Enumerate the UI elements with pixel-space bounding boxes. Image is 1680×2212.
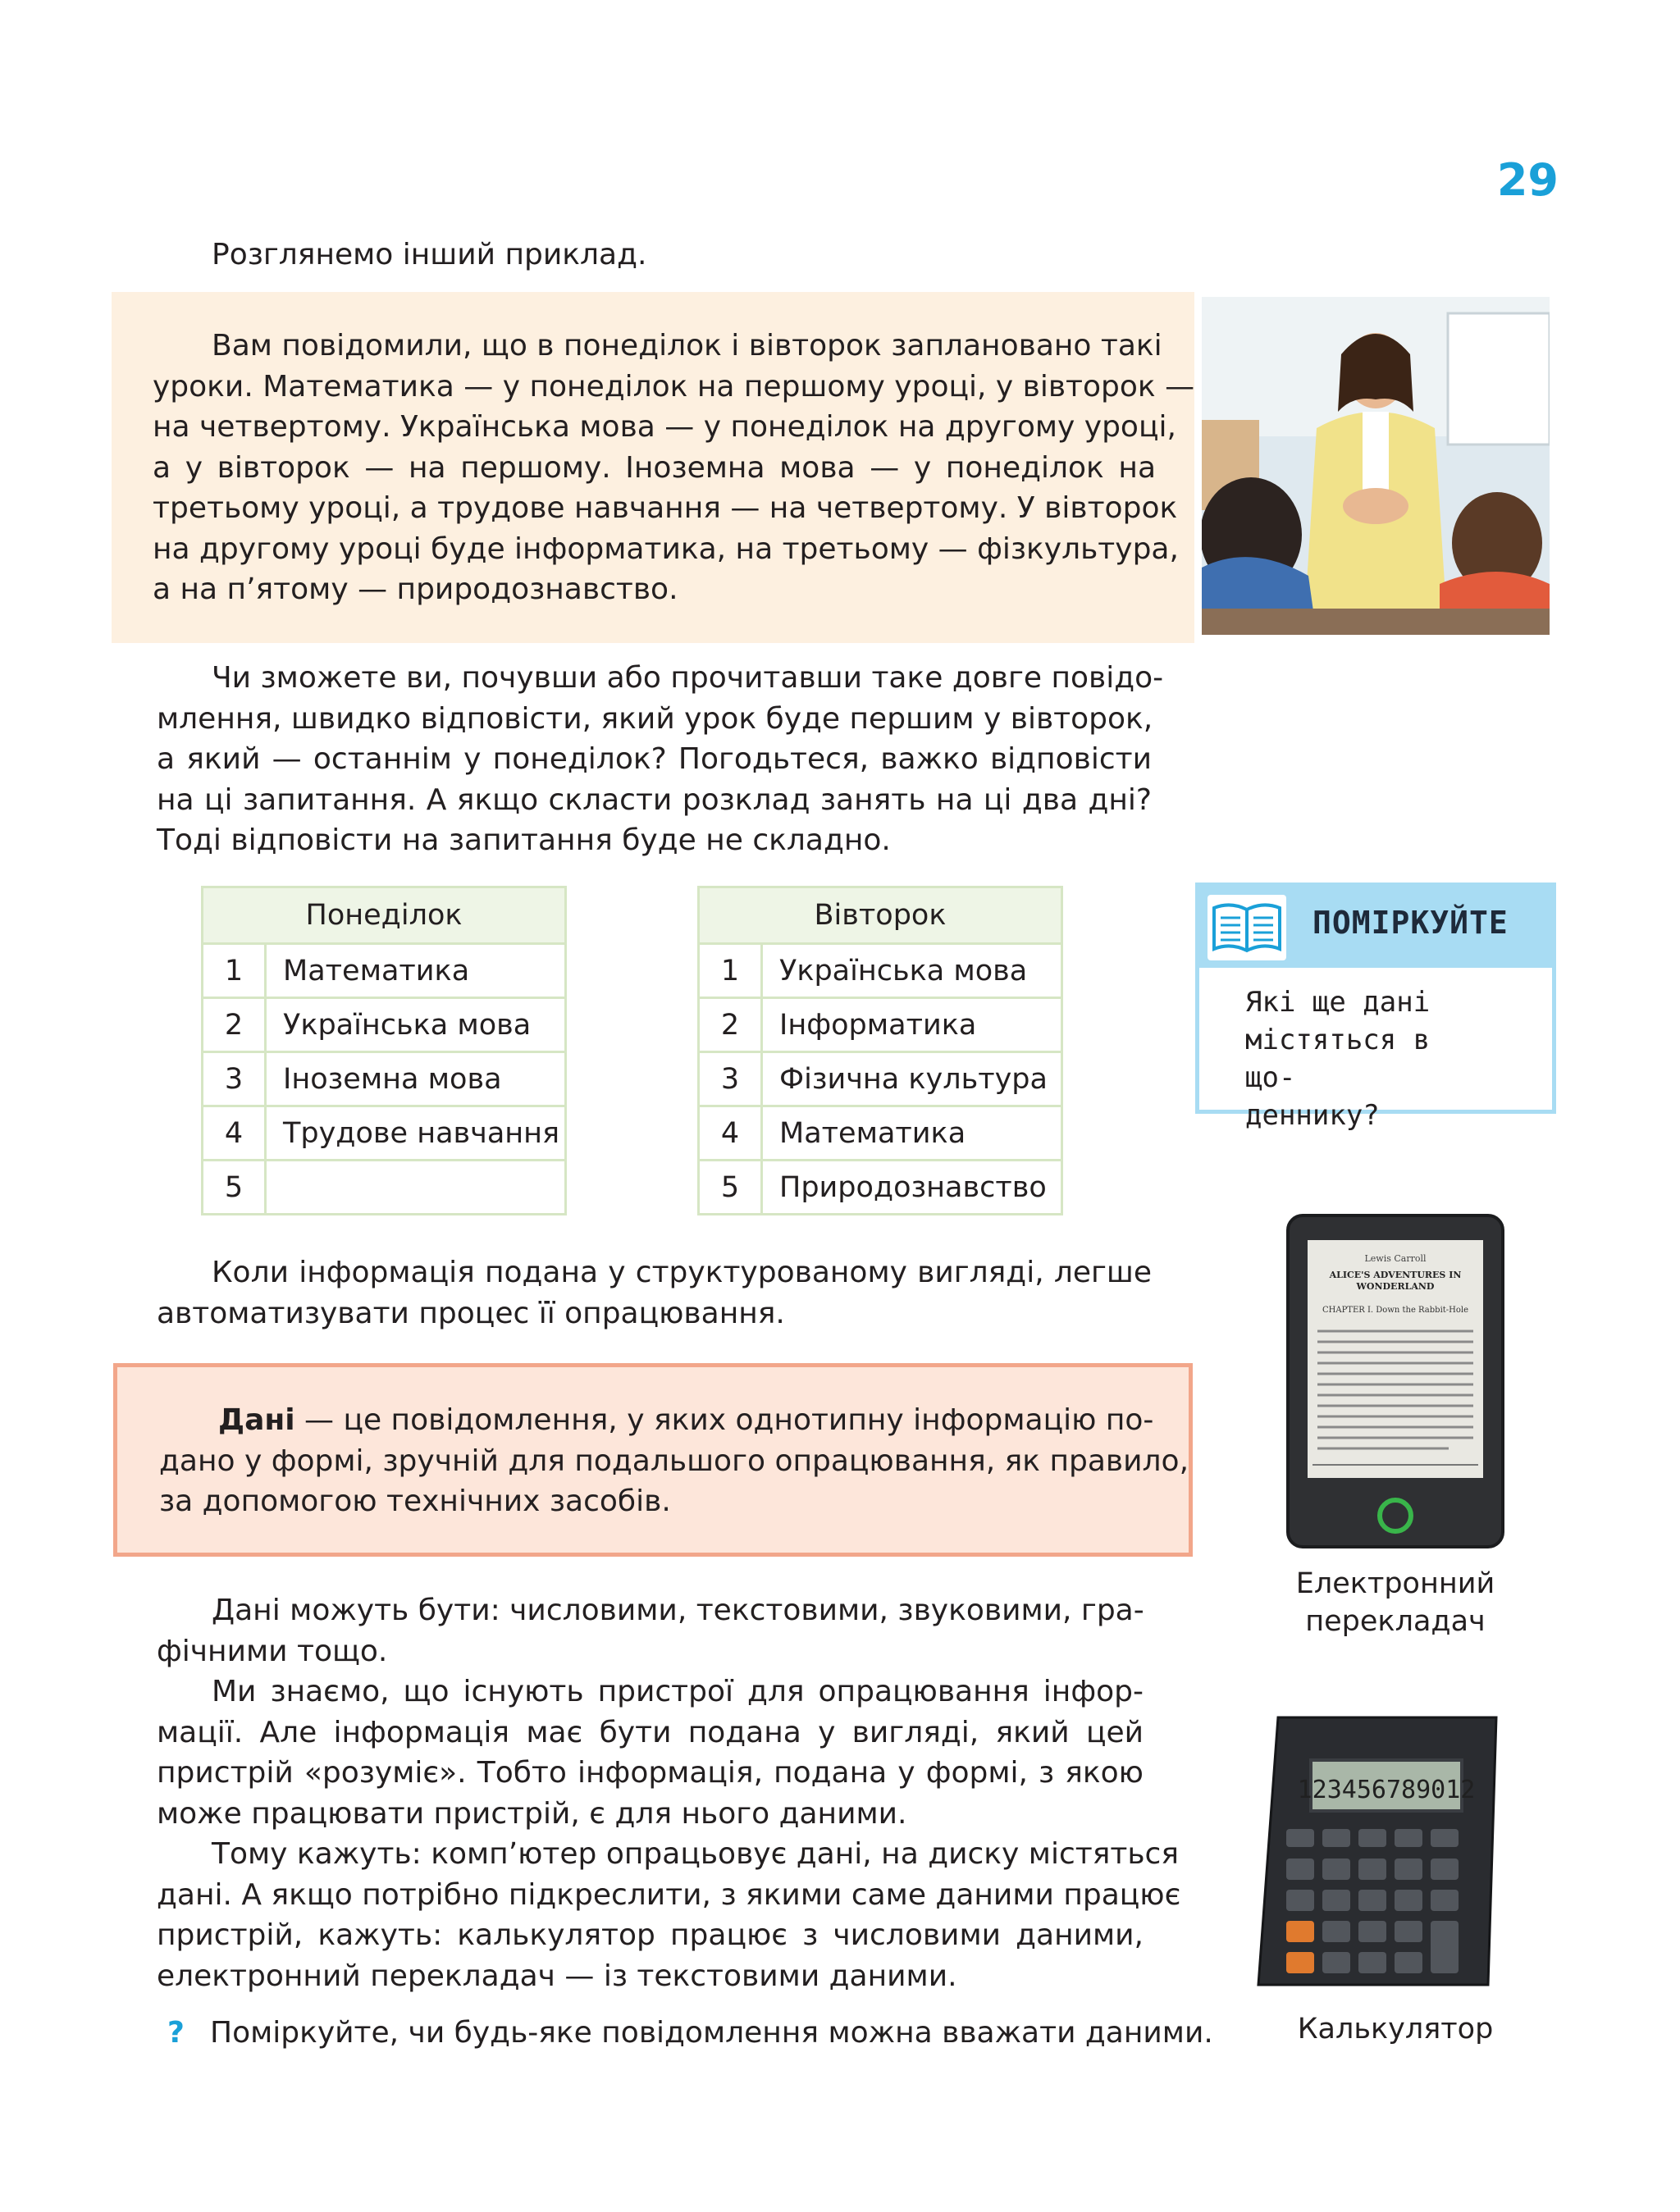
text-line: Чи зможете ви, почувши або прочитавши таке довге повідо- (212, 661, 1164, 695)
definition-text (159, 1400, 1189, 1522)
row-number: 3 (699, 1052, 762, 1106)
subject-cell: Математика (762, 1106, 1062, 1161)
monday-schedule-table (201, 886, 567, 1215)
text-line: Тому кажуть: комп’ютер опрацьовує дані, на диску містяться (212, 1837, 1179, 1871)
intro-text: Розглянемо інший приклад. (212, 238, 647, 271)
text-line: містяться в що- (1245, 1024, 1431, 1094)
text-line: третьому уроці, а трудове навчання — на четвертому. У вівторок (153, 491, 1178, 525)
text-line: пристрій, кажуть: калькулятор працює з числовими даними, (157, 1918, 1144, 1952)
think-box-text (1245, 983, 1491, 1134)
text-line: уроки. Математика — у понеділок на першому уроці, у вівторок — (153, 369, 1195, 404)
text-line: автоматизувати процес її опрацювання. (157, 1296, 785, 1330)
subject-cell: Інформатика (762, 998, 1062, 1052)
text-line: Які ще дані (1245, 986, 1431, 1019)
ereader-chapter: CHAPTER I. Down the Rabbit-Hole (1322, 1306, 1469, 1315)
row-number: 4 (203, 1106, 266, 1161)
text-line: Коли інформація подана у структурованому вигляді, легше (212, 1256, 1152, 1289)
table-row (203, 1052, 566, 1106)
subject-cell: Математика (266, 944, 566, 998)
caption-line: Електронний (1295, 1567, 1495, 1600)
calculator-caption: Калькулятор (1297, 2013, 1494, 2046)
text-line: а який — останнім у понеділок? Погодьтеся, важко відповісти (157, 742, 1152, 776)
subject-cell: Фізична культура (762, 1052, 1062, 1106)
row-number: 4 (699, 1106, 762, 1161)
table-row (203, 944, 566, 998)
final-question-mark (167, 2013, 185, 2054)
text-line: на четвертому. Українська мова — у понеділок на другому уроці, (153, 410, 1176, 444)
subject-cell: Природознавство (762, 1161, 1062, 1215)
table-row (699, 1106, 1062, 1161)
table-row (203, 1161, 566, 1215)
body-paragraphs (157, 1590, 1181, 1996)
text-line: може працювати пристрій, є для нього даними. (157, 1796, 907, 1831)
table-row (203, 1106, 566, 1161)
structured-paragraph (157, 1252, 1152, 1334)
text-line: деннику? (1245, 1099, 1380, 1132)
table-row (699, 1052, 1062, 1106)
table-header: Понеділок (203, 887, 566, 944)
table-row (203, 998, 566, 1052)
calculator-display: 123456789012 (1297, 1776, 1476, 1804)
question-mark-icon: ? (167, 2016, 185, 2050)
text-line: мації. Але інформація має бути подана у вигляді, який цей (157, 1715, 1144, 1749)
text-line: на ці запитання. А якщо скласти розклад занять на ці два дні? (157, 782, 1152, 817)
text-line (159, 1400, 1154, 1441)
final-question-text: Поміркуйте, чи будь-яке повідомлення можна вважати даними. (210, 2016, 1213, 2050)
ereader-title-line: WONDERLAND (1356, 1281, 1435, 1292)
teacher-classroom-photo (1202, 297, 1550, 635)
calculator-image (1253, 1714, 1500, 1993)
text-line: а на п’ятому — природознавство. (153, 572, 678, 606)
row-number: 2 (699, 998, 762, 1052)
subject-cell: Українська мова (266, 998, 566, 1052)
row-number: 5 (203, 1161, 266, 1215)
ereader-title-line: ALICE'S ADVENTURES IN (1329, 1270, 1462, 1280)
table-row (699, 944, 1062, 998)
text-line: Дані можуть бути: числовими, текстовими, звуковими, гра- (212, 1594, 1144, 1627)
table-row (699, 1161, 1062, 1215)
row-number: 5 (699, 1161, 762, 1215)
caption-line: перекладач (1305, 1605, 1486, 1638)
row-number: 2 (203, 998, 266, 1052)
row-number: 3 (203, 1052, 266, 1106)
table-row (699, 998, 1062, 1052)
example-text (153, 326, 1195, 610)
think-box-header (1199, 887, 1552, 968)
text-line: Вам повідомили, що в понеділок і вівторок заплановано такі (212, 329, 1162, 363)
open-book-icon (1208, 895, 1286, 960)
text-line: дані. А якщо потрібно підкреслити, з якими саме даними працює (157, 1877, 1181, 1912)
text-line: на другому уроці буде інформатика, на третьому — фізкультура, (153, 531, 1179, 566)
text-line: млення, швидко відповісти, який урок буде першим у вівторок, (157, 701, 1153, 736)
page-number: 29 (1496, 154, 1559, 206)
definition-term: Дані (218, 1403, 295, 1437)
text-line: Ми знаємо, що існують пристрої для опрацювання інфор- (212, 1675, 1144, 1708)
text-line: електронний перекладач — із текстовими даними. (157, 1959, 957, 1993)
text-line: фічними тощо. (157, 1634, 388, 1668)
think-box (1195, 883, 1556, 1132)
table-header: Вівторок (699, 887, 1062, 944)
row-number: 1 (699, 944, 762, 998)
text-line: а у вівторок — на першому. Іноземна мова — у понеділок на (153, 450, 1156, 485)
subject-cell: Трудове навчання (266, 1106, 566, 1161)
ereader-author: Lewis Carroll (1364, 1253, 1427, 1264)
ereader-caption (1260, 1565, 1531, 1640)
text-line: за допомогою технічних засобів. (159, 1485, 671, 1518)
text-line: дано у формі, зручній для подальшого опрацювання, як правило, (159, 1444, 1189, 1478)
question-paragraph (157, 658, 1164, 861)
text-line: пристрій «розуміє». Тобто інформація, подана у формі, з якою (157, 1756, 1144, 1790)
subject-cell: Іноземна мова (266, 1052, 566, 1106)
text-line: Тоді відповісти на запитання буде не складно. (157, 823, 891, 857)
subject-cell: Українська мова (762, 944, 1062, 998)
think-box-title: ПОМІРКУЙТЕ (1312, 905, 1509, 941)
subject-cell (266, 1161, 566, 1215)
definition-line: — це повідомлення, у яких однотипну інформацію по- (294, 1403, 1154, 1437)
ereader-image (1285, 1212, 1506, 1550)
tuesday-schedule-table (697, 886, 1063, 1215)
row-number: 1 (203, 944, 266, 998)
